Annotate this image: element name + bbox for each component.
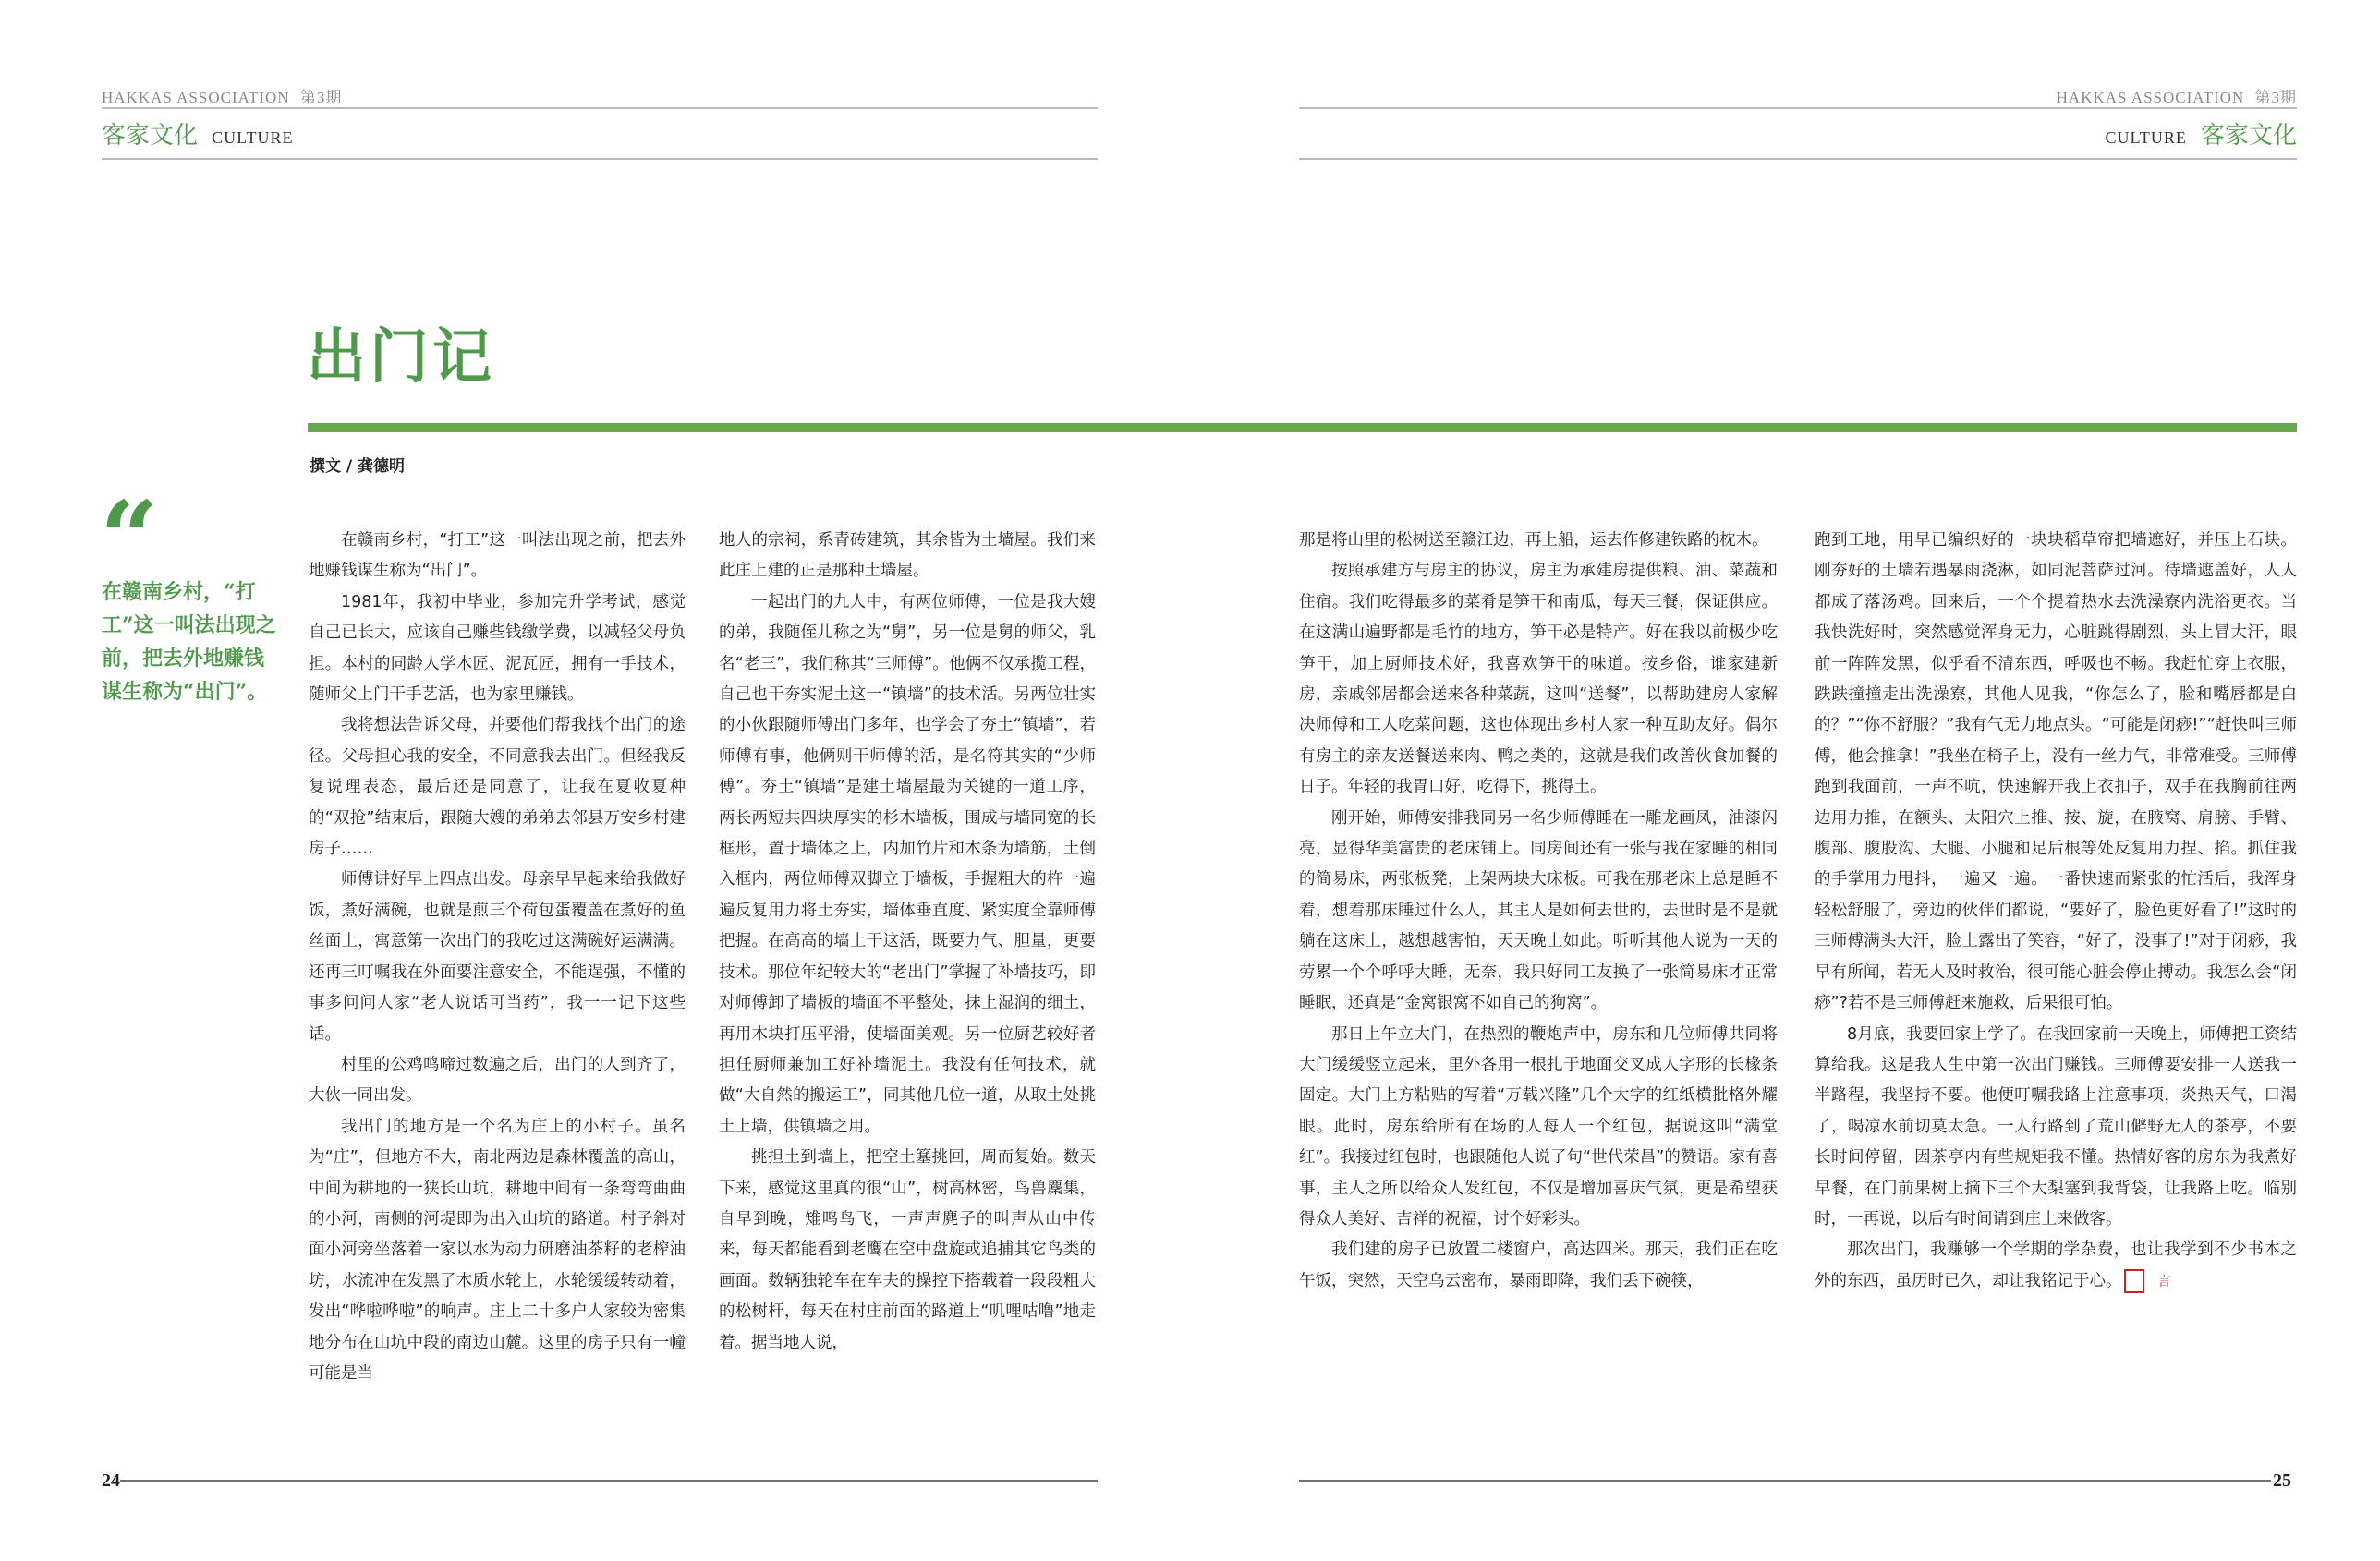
paragraph: 刚开始，师傅安排我同另一名少师傅睡在一雕龙画凤，油漆闪亮，显得华美富贵的老床铺上。同房间还有一张与我在家睡的相同的简易床，两张板凳，上架两块大床板。可我在那老床上总是睡不着，想着那床睡过什么人，其主人是如何去世的，去世时是不是就躺在这床上，越想越害怕，天天晚上如此。听听其他人说为一天的劳累一个个呼呼大睡，无奈，我只好同工友换了一张简易床才正常睡眠，还真是“金窝银窝不如自己的狗窝”。 xyxy=(1299,808,1778,1013)
issue-number: 第3期 xyxy=(299,89,343,106)
magazine-name: HAKKAS ASSOCIATION xyxy=(2056,89,2245,106)
section-title-cn: 客家文化 xyxy=(2200,122,2297,150)
article-column-3 xyxy=(1299,526,1778,1297)
right-section-label xyxy=(2106,116,2297,151)
paragraph: 1981年，我初中毕业，参加完升学考试，感觉自己已长大，应该自己赚些钱缴学费，以减轻父母负担。本村的同龄人学木匠、泥瓦匠，拥有一手技术，随师父上门干手艺活，也为家里赚钱。 xyxy=(309,592,686,705)
paragraph: 那日上午立大门，在热烈的鞭炮声中，房东和几位师傅共同将大门缓缓竖立起来，里外各用一根扎于地面交叉成人字形的长椽条固定。大门上方粘贴的写着“万载兴隆”几个大字的红纸横批格外耀眼。此时，房东给所有在场的人每人一个红包，据说这叫“满堂红”。我接过红包时，也跟随他人说了句“世代荣昌”的赞语。家有喜事，主人之所以给众人发红包，不仅是增加喜庆气氛，更是希望获得众人美好、吉祥的祝福，讨个好彩头。 xyxy=(1299,1024,1778,1228)
right-header-magazine xyxy=(2057,84,2297,107)
paragraph: 在赣南乡村，“打工”这一叫法出现之前，把去外地赚钱谋生称为“出门”。 xyxy=(309,531,686,581)
article-column-2 xyxy=(719,526,1096,1359)
magazine-name: HAKKAS ASSOCIATION xyxy=(102,89,290,106)
paragraph: 我将想法告诉父母，并要他们帮我找个出门的途径。父母担心我的安全，不同意我去出门。但经我反复说理表态，最后还是同意了，让我在夏收夏种的“双抢”结束后，跟随大嫂的弟弟去邻县万安乡村建房子…… xyxy=(309,716,686,859)
right-footer-rule xyxy=(1299,1480,2271,1482)
issue-number: 第3期 xyxy=(2254,89,2297,106)
pull-quote: 在赣南乡村，“打工”这一叫法出现之前，把去外地赚钱谋生称为“出门”。 xyxy=(102,580,276,704)
paragraph: 我出门的地方是一个名为庄上的小村子。虽名为“庄”，但地方不大，南北两边是森林覆盖的高山，中间为耕地的一狭长山坑，耕地中间有一条弯弯曲曲的小河，南侧的河堤即为出入山坑的路道。村子斜对面小河旁坐落着一家以水为动力研磨油茶籽的老榨油坊，水流冲在发黑了木质水轮上，水轮缓缓转动着，发出“哗啦哗啦”的响声。庄上二十多户人家较为密集地分布在山坑中段的南边山麓。这里的房子只有一幢可能是当 xyxy=(309,1117,686,1383)
left-section-rule xyxy=(102,158,1098,160)
page-number-right: 25 xyxy=(2273,1470,2291,1491)
page-number-left: 24 xyxy=(102,1470,120,1491)
byline-label: 撰文 / xyxy=(310,457,358,476)
article-column-1 xyxy=(309,526,686,1389)
section-title-en: CULTURE xyxy=(212,128,294,147)
paragraph: 师傅讲好早上四点出发。母亲早早起来给我做好饭，煮好满碗，也就是煎三个荷包蛋覆盖在煮好的鱼丝面上，寓意第一次出门的我吃过这满碗好运满满。还再三叮嘱我在外面要注意安全，不能逞强，不懂的事多问问人家“老人说话可当药”，我一一记下这些话。 xyxy=(309,870,686,1044)
article-column-4 xyxy=(1815,526,2297,1297)
end-seal-icon: 言 xyxy=(2124,1269,2144,1293)
byline xyxy=(310,453,405,476)
paragraph: 那是将山里的松树送至赣江边，再上船，运去作修建铁路的枕木。 xyxy=(1299,531,1768,550)
paragraph: 8月底，我要回家上学了。在我回家前一天晚上，师傅把工资结算给我。这是我人生中第一次出门赚钱。三师傅要安排一人送我一半路程，我坚持不要。他便叮嘱我路上注意事项，炎热天气，口渴了，喝凉水前切莫太急。一人行路到了荒山僻野无人的茶亭，不要长时间停留，因茶亭内有些规矩我不懂。热情好客的房东为我煮好早餐，在门前果树上摘下三个大梨塞到我背袋，让我路上吃。临别时，一再说，以后有时间请到庄上来做客。 xyxy=(1815,1024,2297,1228)
left-footer-rule xyxy=(120,1480,1098,1482)
paragraph: 跑到工地，用早已编织好的一块块稻草帘把墙遮好，并压上石块。刚夯好的土墙若遇暴雨浇淋，如同泥菩萨过河。待墙遮盖好，人人都成了落汤鸡。回来后，一个个提着热水去洗澡寮内洗浴更衣。当我快洗好时，突然感觉浑身无力，心脏跳得剧烈，头上冒大汗，眼前一阵阵发黑，似乎看不清东西，呼吸也不畅。我赶忙穿上衣服，跌跌撞撞走出洗澡寮，其他人见我，“你怎么了，脸和嘴唇都是白的？”“你不舒服？”我有气无力地点头。“可能是闭痧!”“赶快叫三师傅，他会推拿！”我坐在椅子上，没有一丝力气，非常难受。三师傅跑到我面前，一声不吭，快速解开我上衣扣子，双手在我胸前往两边用力推，在额头、太阳穴上推、按、旋，在腋窝、肩膀、手臂、腹部、腹股沟、大腿、小腿和足后根等处反复用力捏、掐。抓住我的手掌用力甩抖，一遍又一遍。一番快速而紧张的忙活后，我浑身轻松舒服了，旁边的伙伴们都说，“要好了，脸色更好看了!”这时的三师傅满头大汗，脸上露出了笑容，“好了，没事了!”对于闭痧，我早有所闻，若无人及时救治，很可能心脏会停止搏动。我怎么会“闭痧”?若不是三师傅赶来施救，后果很可怕。 xyxy=(1815,531,2297,1013)
paragraph: 那次出门，我赚够一个学期的学杂费，也让我学到不少书本之外的东西，虽历时已久，却让我铭记于心。 言 xyxy=(1815,1235,2297,1297)
paragraph: 地人的宗祠，系青砖建筑，其余皆为土墙屋。我们来此庄上建的正是那种土墙屋。 xyxy=(719,531,1096,581)
left-header-rule xyxy=(102,107,1098,109)
paragraph: 挑担土到墙上，把空土簊挑回，周而复始。数天下来，感觉这里真的很“山”，树高林密，鸟兽麇集，自早到晚，雉鸣鸟飞，一声声麂子的叫声从山中传来，每天都能看到老鹰在空中盘旋或追捕其它鸟类的画面。数辆独轮车在车夫的操控下搭载着一段段粗大的松树杆，每天在村庄前面的路道上“叽哩咕噜”地走着。据当地人说， xyxy=(719,1148,1096,1352)
left-header-magazine xyxy=(102,84,342,107)
left-section-label xyxy=(102,116,293,151)
article-title: 出门记 xyxy=(307,322,495,392)
right-header-rule xyxy=(1299,107,2297,109)
paragraph: 村里的公鸡鸣啼过数遍之后，出门的人到齐了，大伙一同出发。 xyxy=(309,1055,686,1106)
section-title-cn: 客家文化 xyxy=(102,122,199,150)
right-section-rule xyxy=(1299,158,2297,160)
author-name: 龚德明 xyxy=(358,457,406,476)
quote-mark-icon: “ xyxy=(100,478,159,598)
section-title-en: CULTURE xyxy=(2105,128,2187,147)
paragraph: 按照承建方与房主的协议，房主为承建房提供粮、油、菜蔬和住宿。我们吃得最多的菜肴是笋干和南瓜，每天三餐，保证供应。在这满山遍野都是毛竹的地方，笋干必是特产。好在我以前极少吃笋干，加上厨师技术好，我喜欢笋干的味道。按乡俗，谁家建新房，亲戚邻居都会送来各种菜蔬，这叫“送餐”，以帮助建房人家解决师傅和工人吃菜问题，这也体现出乡村人家一种互助友好。偶尔有房主的亲友送餐送来肉、鸭之类的，这就是我们改善伙食加餐的日子。年轻的我胃口好，吃得下，挑得土。 xyxy=(1299,562,1778,797)
paragraph: 一起出门的九人中，有两位师傅，一位是我大嫂的弟，我随侄儿称之为“舅”，另一位是舅的师父，乳名“老三”，我们称其“三师傅”。他俩不仅承揽工程，自己也干夯实泥土这一“镇墙”的技术活。另两位壮实的小伙跟随师傅出门多年，也学会了夯土“镇墙”，若师傅有事，他俩则干师傅的活，是名符其实的“少师傅”。夯土“镇墙”是建土墙屋最为关键的一道工序，两长两短共四块厚实的杉木墙板，围成与墙同宽的长框形，置于墙体之上，内加竹片和木条为墙筋，土倒入框内，两位师傅双脚立于墙板，手握粗大的杵一遍遍反复用力将土夯实，墙体垂直度、紧实度全靠师傅把握。在高高的墙上干这活，既要力气、胆量，更要技术。那位年纪较大的“老出门”掌握了补墙技巧，即对师傅卸了墙板的墙面不平整处，抹上湿润的细土，再用木块打压平滑，使墙面美观。另一位厨艺较好者担任厨师兼加工好补墙泥土。我没有任何技术，就做“大自然的搬运工”，同其他几位一道，从取土处挑土上墙，供镇墙之用。 xyxy=(719,592,1096,1136)
paragraph: 我们建的房子已放置二楼窗户，高达四米。那天，我们正在吃午饭，突然，天空乌云密布，暴雨即降，我们丢下碗筷， xyxy=(1299,1240,1778,1290)
title-rule xyxy=(308,423,2297,432)
